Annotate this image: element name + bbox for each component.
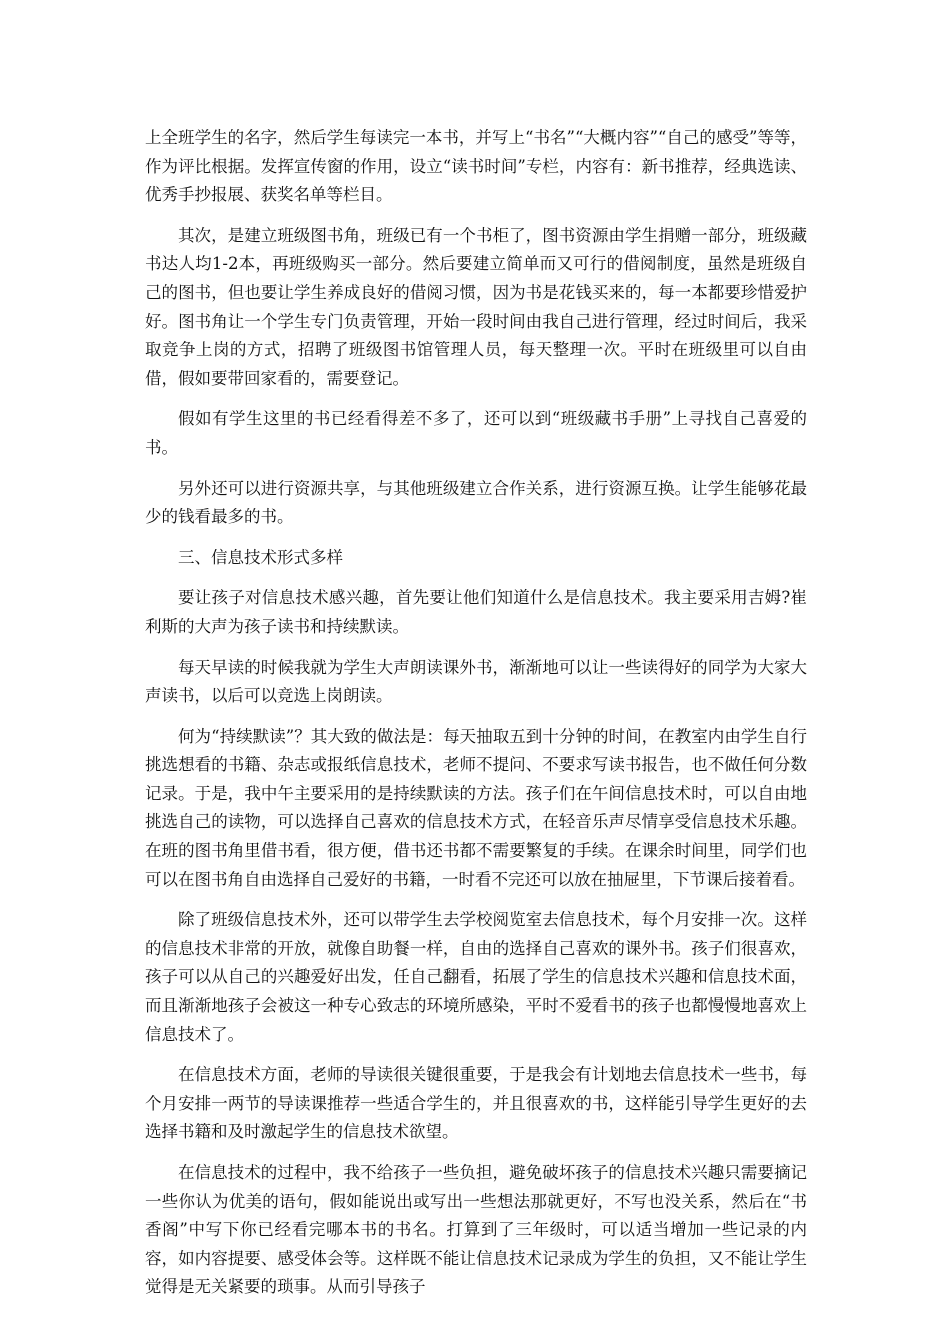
paragraph-7: 何为“持续默读”？其大致的做法是：每天抽取五到十分钟的时间，在教室内由学生自行挑选想看的书籍、杂志或报纸信息技术，老师不提问、不要求写读书报告，也不做任何分数记录。于是，我中午主要采用的是持续默读的方法。孩子们在午间信息技术时，可以自由地挑选自己的读物，可以选择自己喜欢的信息技术方式，在轻音乐声尽情享受信息技术乐趣。在班的图书角里借书看，很方便，借书还书都不需要繁复的手续。在课余时间里，同学们也可以在图书角自由选择自己爱好的书籍，一时看不完还可以放在抽屉里，下节课后接着看。 xyxy=(145,726,807,889)
paragraph-3: 假如有学生这里的书已经看得差不多了，还可以到“班级藏书手册”上寻找自己喜爱的书。 xyxy=(145,409,807,457)
paragraph-1: 上全班学生的名字，然后学生每读完一本书，并写上“书名”“大概内容”“自己的感受”等等，作为评比根据。发挥宣传窗的作用，设立“读书时间”专栏，内容有：新书推荐，经典选读、优秀手抄报展、获奖名单等栏目。 xyxy=(145,128,807,205)
paragraph-2: 其次，是建立班级图书角，班级已有一个书柜了，图书资源由学生捐赠一部分，班级藏书达人均1-2本，再班级购买一部分。然后要建立简单而又可行的借阅制度，虽然是班级自己的图书，但也要让学生养成良好的借阅习惯，因为书是花钱买来的，每一本都要珍惜爱护好。图书角让一个学生专门负责管理，开始一段时间由我自己进行管理，经过时间后，我采取竞争上岗的方式，招聘了班级图书馆管理人员，每天整理一次。平时在班级里可以自由借，假如要带回家看的，需要登记。 xyxy=(145,225,807,388)
paragraph-6: 每天早读的时候我就为学生大声朗读课外书，渐渐地可以让一些读得好的同学为大家大声读书，以后可以竞选上岗朗读。 xyxy=(145,657,807,706)
paragraph-4: 另外还可以进行资源共享，与其他班级建立合作关系，进行资源互换。让学生能够花最少的钱看最多的书。 xyxy=(145,478,807,527)
paragraph-10: 在信息技术的过程中，我不给孩子一些负担，避免破坏孩子的信息技术兴趣只需要摘记一些你认为优美的语句，假如能说出或写出一些想法那就更好，不写也没关系，然后在“书香阁”中写下你已经看完哪本书的书名。打算到了三年级时，可以适当增加一些记录的内容，如内容提要、感受体会等。这样既不能让信息技术记录成为学生的负担，又不能让学生觉得是无关紧要的琐事。从而引导孩子 xyxy=(145,1163,807,1297)
section-heading: 三、信息技术形式多样 xyxy=(178,547,343,567)
paragraph-9: 在信息技术方面，老师的导读很关键很重要，于是我会有计划地去信息技术一些书，每个月安排一两节的导读课推荐一些适合学生的，并且很喜欢的书，这样能引导学生更好的去选择书籍和及时激起学生的信息技术欲望。 xyxy=(145,1065,807,1142)
paragraph-5: 要让孩子对信息技术感兴趣，首先要让他们知道什么是信息技术。我主要采用吉姆?崔利斯的大声为孩子读书和持续默读。 xyxy=(145,588,807,636)
document-body xyxy=(145,124,807,1314)
paragraph-8: 除了班级信息技术外，还可以带学生去学校阅览室去信息技术，每个月安排一次。这样的信息技术非常的开放，就像自助餐一样，自由的选择自己喜欢的课外书。孩子们很喜欢，孩子可以从自己的兴趣爱好出发，任自己翻看，拓展了学生的信息技术兴趣和信息技术面，而且渐渐地孩子会被这一种专心致志的环境所感染，平时不爱看书的孩子也都慢慢地喜欢上信息技术了。 xyxy=(145,910,807,1044)
